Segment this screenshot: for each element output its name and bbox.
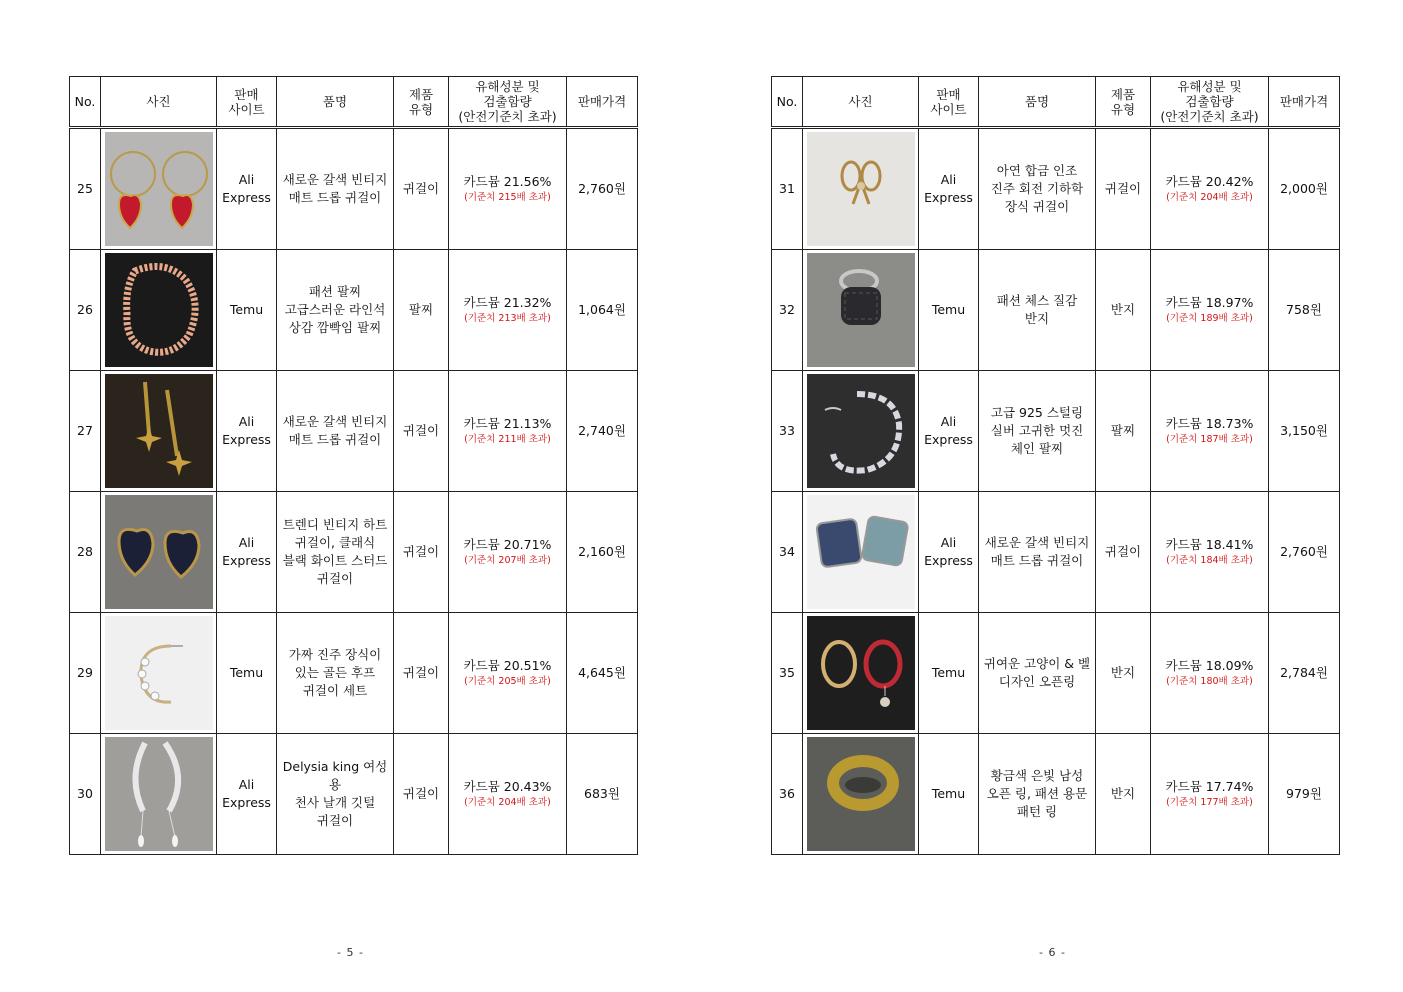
cell-type: 귀걸이 bbox=[394, 492, 449, 613]
measure-value: 카드뮴 21.32% bbox=[463, 295, 552, 310]
cell-site: Ali Express bbox=[919, 371, 979, 492]
cell-site: Ali Express bbox=[217, 492, 277, 613]
cell-no: 28 bbox=[70, 492, 101, 613]
exceed-note: (기준치 204배 초과) bbox=[464, 797, 551, 808]
cell-site: Ali Express bbox=[919, 492, 979, 613]
cell-hazard bbox=[1151, 250, 1269, 371]
cell-type: 귀걸이 bbox=[394, 613, 449, 734]
cell-photo bbox=[803, 613, 919, 734]
cell-photo bbox=[101, 492, 217, 613]
page-5 bbox=[69, 76, 638, 855]
cell-no: 36 bbox=[772, 734, 803, 855]
cell-name: 패션 팔찌 고급스러운 라인석 상감 깜빡임 팔찌 bbox=[277, 250, 394, 371]
cell-no: 34 bbox=[772, 492, 803, 613]
exceed-note: (기준치 205배 초과) bbox=[464, 676, 551, 687]
exceed-note: (기준치 177배 초과) bbox=[1166, 797, 1253, 808]
table-body bbox=[772, 128, 1340, 855]
cell-hazard bbox=[449, 613, 567, 734]
cell-hazard bbox=[1151, 371, 1269, 492]
table-body bbox=[70, 128, 638, 855]
cell-hazard bbox=[449, 371, 567, 492]
cell-site: Temu bbox=[217, 250, 277, 371]
cell-name: 새로운 갈색 빈티지 매트 드롭 귀걸이 bbox=[979, 492, 1096, 613]
cell-photo bbox=[803, 492, 919, 613]
measure-value: 카드뮴 18.41% bbox=[1165, 537, 1254, 552]
cell-site: Temu bbox=[919, 250, 979, 371]
cell-type: 반지 bbox=[1096, 613, 1151, 734]
table-row bbox=[70, 371, 638, 492]
cell-hazard bbox=[1151, 613, 1269, 734]
exceed-note: (기준치 184배 초과) bbox=[1166, 555, 1253, 566]
measure-value: 카드뮴 20.43% bbox=[463, 779, 552, 794]
exceed-note: (기준치 213배 초과) bbox=[464, 313, 551, 324]
cell-photo bbox=[803, 250, 919, 371]
exceed-note: (기준치 211배 초과) bbox=[464, 434, 551, 445]
cell-name: Delysia king 여성용 천사 날개 깃털 귀걸이 bbox=[277, 734, 394, 855]
header-no: No. bbox=[70, 77, 101, 128]
page-number: - 5 - bbox=[337, 946, 364, 959]
header-type: 제품 유형 bbox=[1096, 77, 1151, 128]
table-row bbox=[772, 371, 1340, 492]
cell-no: 25 bbox=[70, 128, 101, 250]
measure-value: 카드뮴 20.51% bbox=[463, 658, 552, 673]
cell-name: 귀여운 고양이 & 벨 디자인 오픈링 bbox=[979, 613, 1096, 734]
cell-price: 979원 bbox=[1269, 734, 1340, 855]
heart-earrings-photo bbox=[105, 132, 213, 246]
exceed-note: (기준치 215배 초과) bbox=[464, 192, 551, 203]
cell-type: 귀걸이 bbox=[394, 734, 449, 855]
cell-name: 아연 합금 인조 진주 회전 기하학 장식 귀걸이 bbox=[979, 128, 1096, 250]
header-hazard: 유해성분 및 검출함량 (안전기준치 초과) bbox=[1151, 77, 1269, 128]
cell-site: Temu bbox=[919, 734, 979, 855]
cell-site: Ali Express bbox=[919, 128, 979, 250]
header-site: 판매 사이트 bbox=[217, 77, 277, 128]
table-row bbox=[70, 128, 638, 250]
cat-bell-ring-photo bbox=[807, 616, 915, 730]
cell-no: 26 bbox=[70, 250, 101, 371]
cell-type: 귀걸이 bbox=[1096, 492, 1151, 613]
cell-price: 3,150원 bbox=[1269, 371, 1340, 492]
table-row bbox=[70, 613, 638, 734]
cell-name: 새로운 갈색 빈티지 매트 드롭 귀걸이 bbox=[277, 371, 394, 492]
chess-ring-photo bbox=[807, 253, 915, 367]
cell-hazard bbox=[449, 734, 567, 855]
cell-name: 새로운 갈색 빈티지 매트 드롭 귀걸이 bbox=[277, 128, 394, 250]
cell-price: 683원 bbox=[567, 734, 638, 855]
header-row bbox=[70, 77, 638, 128]
table-row bbox=[772, 492, 1340, 613]
rhinestone-bracelet-photo bbox=[105, 253, 213, 367]
cell-photo bbox=[803, 371, 919, 492]
measure-value: 카드뮴 18.09% bbox=[1165, 658, 1254, 673]
table-row bbox=[70, 734, 638, 855]
cell-no: 30 bbox=[70, 734, 101, 855]
cell-price: 4,645원 bbox=[567, 613, 638, 734]
cell-site: Ali Express bbox=[217, 734, 277, 855]
cell-name: 가짜 진주 장식이 있는 골든 후프 귀걸이 세트 bbox=[277, 613, 394, 734]
cell-type: 귀걸이 bbox=[394, 371, 449, 492]
table-row bbox=[772, 250, 1340, 371]
header-name: 품명 bbox=[277, 77, 394, 128]
cell-type: 팔찌 bbox=[1096, 371, 1151, 492]
exceed-note: (기준치 189배 초과) bbox=[1166, 313, 1253, 324]
cell-hazard bbox=[449, 492, 567, 613]
cell-price: 2,760원 bbox=[567, 128, 638, 250]
cell-no: 35 bbox=[772, 613, 803, 734]
cell-type: 반지 bbox=[1096, 250, 1151, 371]
cell-no: 27 bbox=[70, 371, 101, 492]
cell-site: Ali Express bbox=[217, 128, 277, 250]
cell-hazard bbox=[1151, 492, 1269, 613]
cell-photo bbox=[101, 613, 217, 734]
cell-photo bbox=[101, 371, 217, 492]
cell-photo bbox=[803, 734, 919, 855]
star-drop-earrings-photo bbox=[105, 374, 213, 488]
square-drop-earrings-photo bbox=[807, 495, 915, 609]
cell-name: 고급 925 스털링 실버 고귀한 멋진 체인 팔찌 bbox=[979, 371, 1096, 492]
table-row bbox=[772, 613, 1340, 734]
silver-chain-bracelet-photo bbox=[807, 374, 915, 488]
cell-type: 귀걸이 bbox=[1096, 128, 1151, 250]
cell-photo bbox=[101, 250, 217, 371]
measure-value: 카드뮴 21.13% bbox=[463, 416, 552, 431]
cell-hazard bbox=[449, 250, 567, 371]
product-table bbox=[771, 76, 1340, 855]
header-hazard: 유해성분 및 검출함량 (안전기준치 초과) bbox=[449, 77, 567, 128]
header-name: 품명 bbox=[979, 77, 1096, 128]
butterfly-earring-photo bbox=[807, 132, 915, 246]
table-row bbox=[70, 492, 638, 613]
cell-price: 2,000원 bbox=[1269, 128, 1340, 250]
header-row bbox=[772, 77, 1340, 128]
cell-no: 32 bbox=[772, 250, 803, 371]
cell-price: 2,760원 bbox=[1269, 492, 1340, 613]
cell-photo bbox=[101, 734, 217, 855]
dragon-pattern-ring-photo bbox=[807, 737, 915, 851]
cell-photo bbox=[803, 128, 919, 250]
cell-hazard bbox=[449, 128, 567, 250]
cell-name: 트렌디 빈티지 하트 귀걸이, 클래식 블랙 화이트 스터드 귀걸이 bbox=[277, 492, 394, 613]
measure-value: 카드뮴 21.56% bbox=[463, 174, 552, 189]
header-photo: 사진 bbox=[803, 77, 919, 128]
header-site: 판매 사이트 bbox=[919, 77, 979, 128]
exceed-note: (기준치 207배 초과) bbox=[464, 555, 551, 566]
header-price: 판매가격 bbox=[1269, 77, 1340, 128]
table-row bbox=[772, 734, 1340, 855]
cell-no: 31 bbox=[772, 128, 803, 250]
cell-price: 2,784원 bbox=[1269, 613, 1340, 734]
cell-price: 758원 bbox=[1269, 250, 1340, 371]
cell-hazard bbox=[1151, 734, 1269, 855]
cell-name: 패션 체스 질감 반지 bbox=[979, 250, 1096, 371]
table-row bbox=[70, 250, 638, 371]
cell-price: 1,064원 bbox=[567, 250, 638, 371]
cell-photo bbox=[101, 128, 217, 250]
header-type: 제품 유형 bbox=[394, 77, 449, 128]
cell-type: 팔찌 bbox=[394, 250, 449, 371]
exceed-note: (기준치 204배 초과) bbox=[1166, 192, 1253, 203]
cell-site: Ali Express bbox=[217, 371, 277, 492]
cell-name: 황금색 은빛 남성 오픈 링, 패션 용문 패턴 링 bbox=[979, 734, 1096, 855]
cell-no: 29 bbox=[70, 613, 101, 734]
product-table bbox=[69, 76, 638, 855]
cell-site: Temu bbox=[919, 613, 979, 734]
table-row bbox=[772, 128, 1340, 250]
cell-type: 반지 bbox=[1096, 734, 1151, 855]
cell-no: 33 bbox=[772, 371, 803, 492]
header-photo: 사진 bbox=[101, 77, 217, 128]
pearl-hoop-earring-photo bbox=[105, 616, 213, 730]
measure-value: 카드뮴 18.73% bbox=[1165, 416, 1254, 431]
cell-type: 귀걸이 bbox=[394, 128, 449, 250]
exceed-note: (기준치 187배 초과) bbox=[1166, 434, 1253, 445]
cell-price: 2,740원 bbox=[567, 371, 638, 492]
header-price: 판매가격 bbox=[567, 77, 638, 128]
page-6 bbox=[771, 76, 1340, 855]
heart-stud-earrings-photo bbox=[105, 495, 213, 609]
measure-value: 카드뮴 20.71% bbox=[463, 537, 552, 552]
feather-earrings-photo bbox=[105, 737, 213, 851]
cell-hazard bbox=[1151, 128, 1269, 250]
header-no: No. bbox=[772, 77, 803, 128]
cell-site: Temu bbox=[217, 613, 277, 734]
measure-value: 카드뮴 20.42% bbox=[1165, 174, 1254, 189]
measure-value: 카드뮴 17.74% bbox=[1165, 779, 1254, 794]
exceed-note: (기준치 180배 초과) bbox=[1166, 676, 1253, 687]
cell-price: 2,160원 bbox=[567, 492, 638, 613]
page-number: - 6 - bbox=[1039, 946, 1066, 959]
measure-value: 카드뮴 18.97% bbox=[1165, 295, 1254, 310]
